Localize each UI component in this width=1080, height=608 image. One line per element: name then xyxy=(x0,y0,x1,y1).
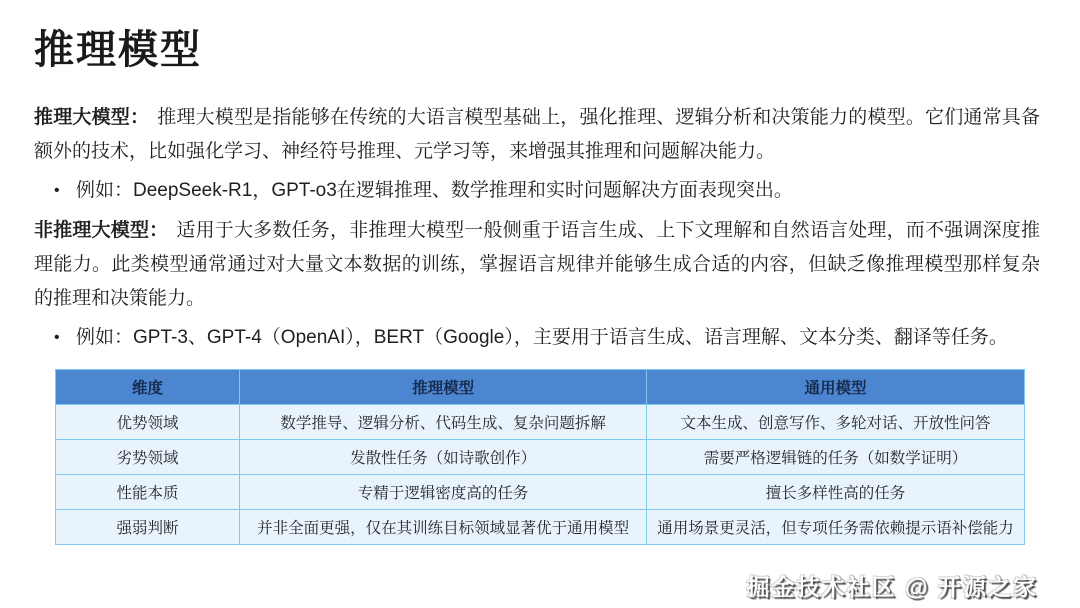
table-row xyxy=(56,510,1025,545)
bullet-icon: • xyxy=(54,329,60,347)
column-header-dimension: 维度 xyxy=(56,370,240,405)
page-title: 推理模型 xyxy=(34,28,202,72)
watermark: 掘金技术社区 @ 开源之家 xyxy=(746,574,1038,600)
column-header-reasoning-model: 推理模型 xyxy=(240,370,647,405)
table-row xyxy=(56,405,1025,440)
paragraph-lead: 非推理大模型： xyxy=(34,219,169,241)
list-item xyxy=(54,174,1040,208)
paragraph-lead: 推理大模型： xyxy=(34,107,150,128)
cell-dimension: 优势领域 xyxy=(56,405,240,440)
list-item xyxy=(54,321,1040,355)
cell-general: 需要严格逻辑链的任务（如数学证明） xyxy=(647,440,1025,475)
cell-reasoning: 数学推导、逻辑分析、代码生成、复杂问题拆解 xyxy=(240,405,647,440)
paragraph-non-reasoning-model xyxy=(34,214,1040,317)
paragraph-reasoning-model xyxy=(34,101,1040,169)
paragraph-text: 适用于大多数任务，非推理大模型一般侧重于语言生成、上下文理解和自然语言处理，而不强调深度推理能力。此类模型通常通过对大量文本数据的训练，掌握语言规律并能够生成合适的内容，但缺乏像推理模型那样复杂的推理和决策能力。 xyxy=(34,219,1040,309)
cell-dimension: 劣势领域 xyxy=(56,440,240,475)
paragraph-text: 推理大模型是指能够在传统的大语言模型基础上，强化推理、逻辑分析和决策能力的模型。它们通常具备额外的技术，比如强化学习、神经符号推理、元学习等，来增强其推理和问题解决能力。 xyxy=(34,107,1040,163)
cell-reasoning: 并非全面更强，仅在其训练目标领域显著优于通用模型 xyxy=(240,510,647,545)
cell-reasoning: 发散性任务（如诗歌创作） xyxy=(240,440,647,475)
column-header-general-model: 通用模型 xyxy=(647,370,1025,405)
comparison-table xyxy=(55,369,1025,545)
table-header-row xyxy=(56,370,1025,405)
cell-dimension: 强弱判断 xyxy=(56,510,240,545)
cell-dimension: 性能本质 xyxy=(56,475,240,510)
table-header xyxy=(56,370,1025,405)
slide-content xyxy=(34,101,1040,355)
table-row xyxy=(56,440,1025,475)
bullet-icon: • xyxy=(54,182,60,200)
cell-reasoning: 专精于逻辑密度高的任务 xyxy=(240,475,647,510)
cell-general: 通用场景更灵活，但专项任务需依赖提示语补偿能力 xyxy=(647,510,1025,545)
table-body xyxy=(56,405,1025,545)
bullet-text: 例如：DeepSeek-R1，GPT-o3在逻辑推理、数学推理和实时问题解决方面表现突出。 xyxy=(76,180,793,202)
cell-general: 文本生成、创意写作、多轮对话、开放性问答 xyxy=(647,405,1025,440)
bullet-text: 例如：GPT-3、GPT-4（OpenAI），BERT（Google），主要用于语言生成、语言理解、文本分类、翻译等任务。 xyxy=(76,327,1008,349)
table-row xyxy=(56,475,1025,510)
cell-general: 擅长多样性高的任务 xyxy=(647,475,1025,510)
